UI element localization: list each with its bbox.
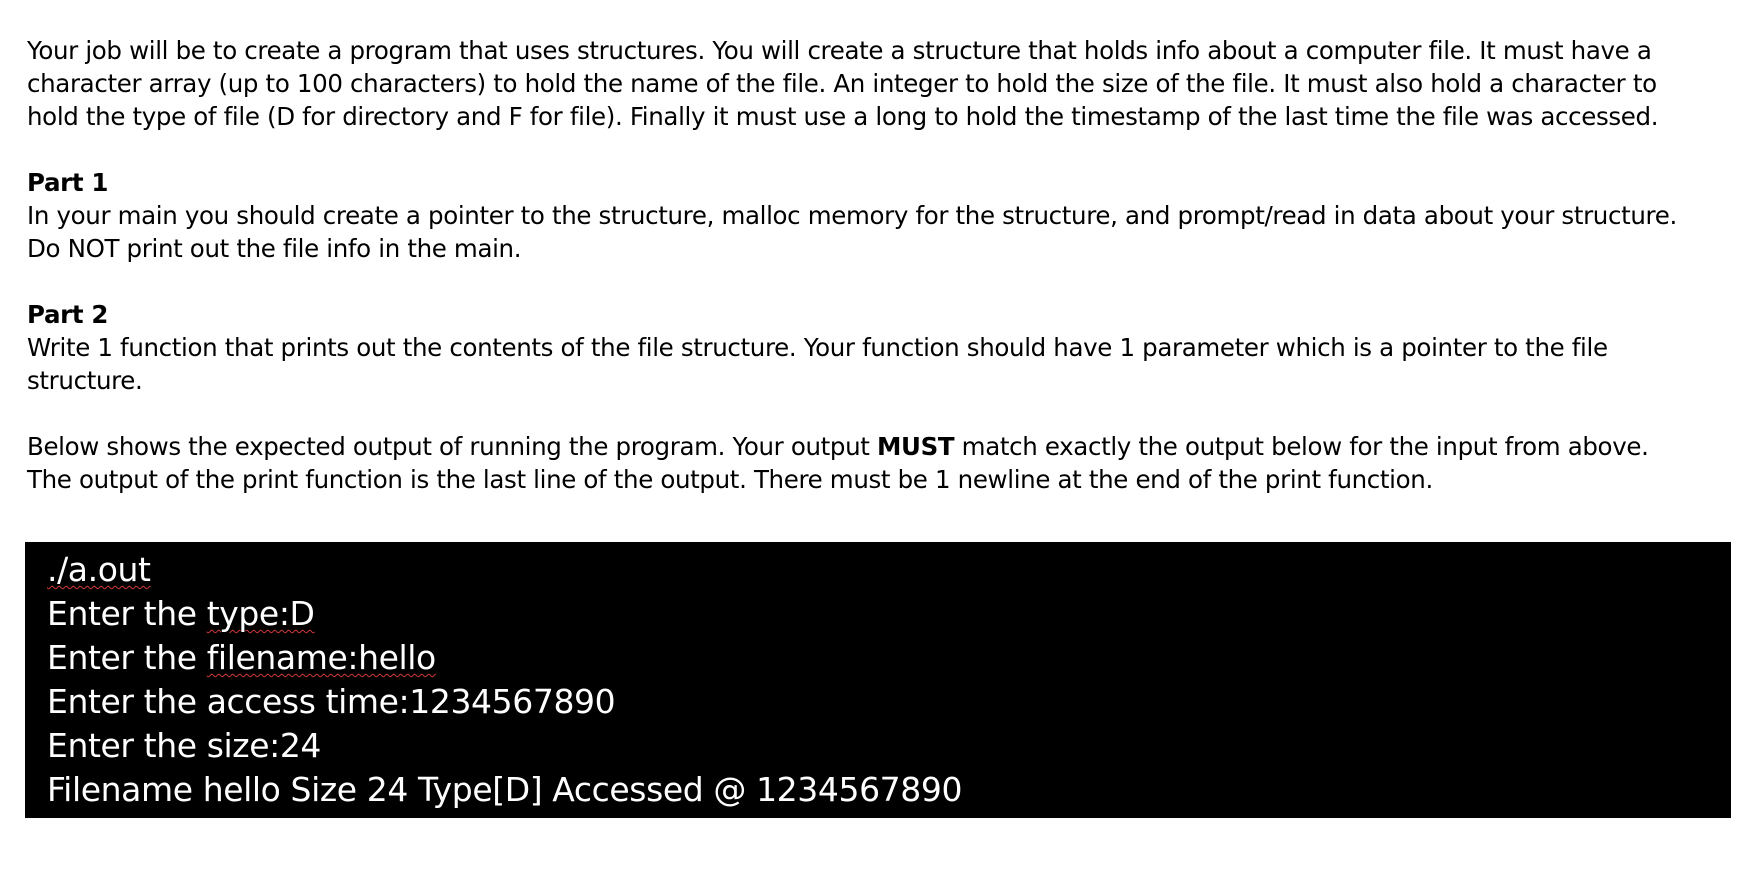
output-note-emphasis: MUST [877, 432, 955, 461]
output-note-text-a: Below shows the expected output of running the program. Your output [27, 432, 877, 461]
terminal-command: ./a.out [47, 550, 151, 589]
part2-heading: Part 2 [27, 300, 109, 329]
part1-line-1: In your main you should create a pointer to the structure, malloc memory for the structure, and prompt/read in data about your structure. [27, 201, 1677, 230]
output-note-text-b: match exactly the output below for the input from above. [954, 432, 1649, 461]
part1-line-2: Do NOT print out the file info in the main. [27, 234, 522, 263]
terminal-result-line: Filename hello Size 24 Type[D] Accessed @ 1234567890 [47, 770, 963, 809]
part2-line-2: structure. [27, 366, 143, 395]
terminal-output-block [25, 542, 1731, 818]
terminal-size-prompt: Enter the size:24 [47, 726, 322, 765]
output-note-paragraph [27, 430, 1727, 496]
terminal-command-line [47, 548, 1731, 592]
part2-line-1: Write 1 function that prints out the contents of the file structure. Your function should have 1 parameter which is a pointer to the file [27, 333, 1608, 362]
part1-section [27, 166, 1727, 265]
terminal-type-prompt [47, 592, 1731, 636]
part1-heading: Part 1 [27, 168, 109, 197]
assignment-document [27, 34, 1727, 529]
intro-paragraph [27, 34, 1727, 133]
type-prompt-value: type:D [206, 594, 315, 633]
part2-section [27, 298, 1727, 397]
intro-line-3: hold the type of file (D for directory and F for file). Finally it must use a long to hold the timestamp of the last time the file was accessed. [27, 102, 1659, 131]
type-prompt-prefix: Enter the [47, 594, 207, 633]
intro-line-2: character array (up to 100 characters) to hold the name of the file. An integer to hold the size of the file. It must also hold a character to [27, 69, 1657, 98]
terminal-filename-prompt [47, 636, 1731, 680]
terminal-access-prompt: Enter the access time:1234567890 [47, 682, 616, 721]
filename-prompt-value: filename:hello [206, 638, 436, 677]
output-note-line-1 [27, 430, 1727, 463]
filename-prompt-prefix: Enter the [47, 638, 207, 677]
intro-line-1: Your job will be to create a program that uses structures. You will create a structure that holds info about a computer file. It must have a [27, 36, 1652, 65]
output-note-line-2: The output of the print function is the last line of the output. There must be 1 newline at the end of the print function. [27, 465, 1433, 494]
